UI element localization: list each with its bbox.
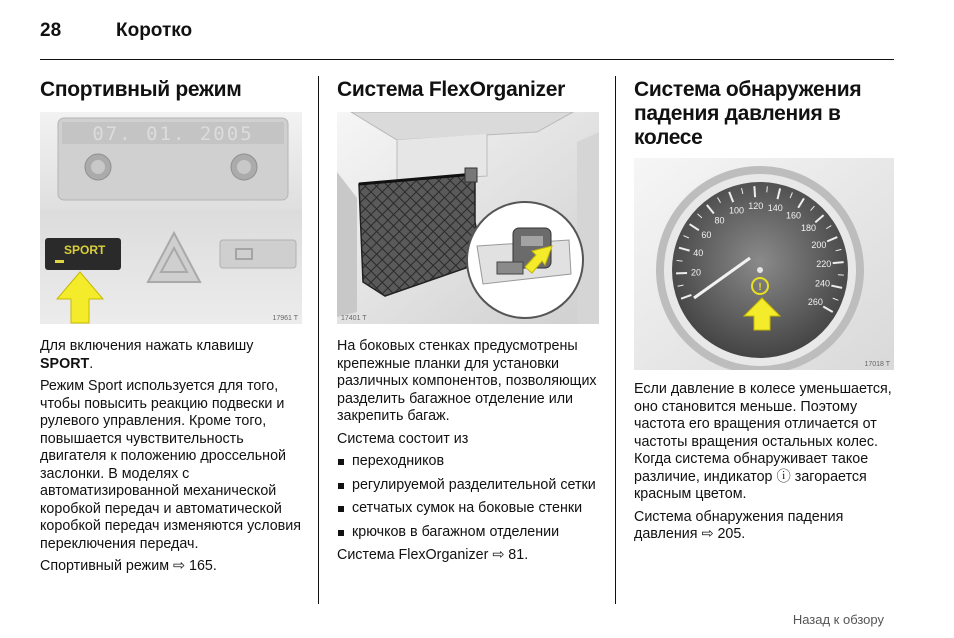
- speedometer-tick-label: 140: [767, 202, 783, 213]
- clock-display: 07. 01. 2005: [92, 123, 254, 145]
- section-tire-pressure: [634, 78, 894, 549]
- section-text: [337, 338, 599, 565]
- section-sport-mode: [40, 78, 302, 581]
- speedometer-tick-label: 200: [811, 239, 827, 250]
- key-label: SPORT: [40, 355, 90, 372]
- text-span: .: [89, 355, 94, 372]
- chapter-title: Коротко: [116, 20, 193, 41]
- section-flexorganizer: [337, 78, 599, 570]
- section-heading: Спортивный режим: [40, 78, 242, 101]
- speedometer-tick: [677, 260, 683, 261]
- speedometer-tick-label: 100: [728, 205, 745, 216]
- list-item: переходников: [337, 453, 599, 471]
- back-to-overview-link[interactable]: Назад к обзору: [792, 612, 884, 627]
- sport-button-label: SPORT: [64, 243, 106, 257]
- speedometer-tick-label: 120: [748, 201, 764, 212]
- speedometer-tick-label: 260: [807, 297, 823, 307]
- text-span: загорается красным цветом.: [634, 468, 867, 502]
- reference-page: 81.: [508, 547, 529, 563]
- speedometer-tick-label: 80: [714, 215, 725, 226]
- page-header: [40, 20, 894, 60]
- column-divider: [615, 76, 616, 604]
- section-heading: Система FlexOrganizer: [337, 78, 565, 101]
- paragraph: На боковых стенках предусмотрены крепежные планки для установки различных компонентов, позволяющих разделить багажное отделение или закрепить багаж.: [337, 338, 597, 424]
- reference-arrow-icon: ⇨: [173, 558, 186, 574]
- speedometer-tick-label: 160: [785, 210, 801, 221]
- reference-arrow-icon: ⇨: [492, 547, 505, 563]
- reference-arrow-icon: ⇨: [701, 526, 714, 542]
- speedometer-tick-label: 20: [691, 267, 702, 278]
- cross-reference[interactable]: [337, 547, 599, 565]
- speedometer-tick-label: 60: [701, 230, 712, 241]
- paragraph: [634, 381, 894, 504]
- svg-text:!: !: [758, 282, 762, 293]
- speedometer-tick-label: 180: [800, 223, 816, 234]
- reference-text: Система FlexOrganizer: [337, 547, 489, 563]
- speedometer-tick-label: 240: [815, 278, 831, 289]
- column-divider: [318, 76, 319, 604]
- reference-page: 165.: [189, 558, 217, 574]
- header-divider: [40, 59, 894, 60]
- speedometer-tick: [754, 186, 755, 197]
- flexorganizer-figure: [337, 112, 599, 324]
- cross-reference[interactable]: [40, 558, 302, 576]
- speedometer-tick: [833, 262, 844, 263]
- reference-text: Спортивный режим: [40, 558, 170, 574]
- sport-button-figure: [40, 112, 302, 324]
- figure-id: 17961 T: [272, 315, 298, 322]
- list-item: крючков в багажном отделении: [337, 524, 599, 542]
- speedometer-tick-label: 40: [693, 248, 704, 259]
- text-span: Для включения нажать клавишу: [40, 338, 254, 354]
- reference-text: Система обнаружения падения давления: [634, 508, 844, 542]
- section-text: [634, 381, 894, 544]
- list-item: регулируемой разделительной сетки: [337, 477, 599, 495]
- reference-page: 205.: [717, 526, 746, 542]
- component-list: [337, 453, 599, 541]
- text-span: Если давление в колесе уменьшается, оно становится меньше. Поэтому частота его вращения отличается от частоты вращения остальных колес. Когда система обнаруживает такое различие, индикатор: [634, 381, 892, 485]
- section-heading: Система обнаружения падения давления в колесе: [634, 78, 862, 149]
- figure-id: 17401 T: [341, 315, 367, 322]
- paragraph: Система состоит из: [337, 430, 469, 447]
- section-text: [40, 338, 302, 576]
- speedometer-figure: [634, 158, 894, 370]
- speedometer-gauge: [634, 158, 894, 370]
- speedometer-tick: [767, 186, 768, 192]
- cross-reference[interactable]: [634, 509, 894, 544]
- figure-id: 17018 T: [864, 361, 890, 368]
- paragraph: Режим Sport используется для того, чтобы повысить реакцию подвески и рулевого управления. Кроме того, повышается чувствительность двигателя к положению дроссельной заслонки. В моделях с автоматизированной механической коробкой передач и автоматической коробкой передач изменяются условия переключения передач.: [40, 378, 301, 552]
- paragraph: [40, 338, 302, 373]
- page-number: 28: [40, 20, 62, 41]
- list-item: сетчатых сумок на боковые стенки: [337, 500, 599, 518]
- speedometer-tick-label: 220: [816, 258, 832, 269]
- tire-pressure-warning-icon: ⓘ: [776, 468, 791, 485]
